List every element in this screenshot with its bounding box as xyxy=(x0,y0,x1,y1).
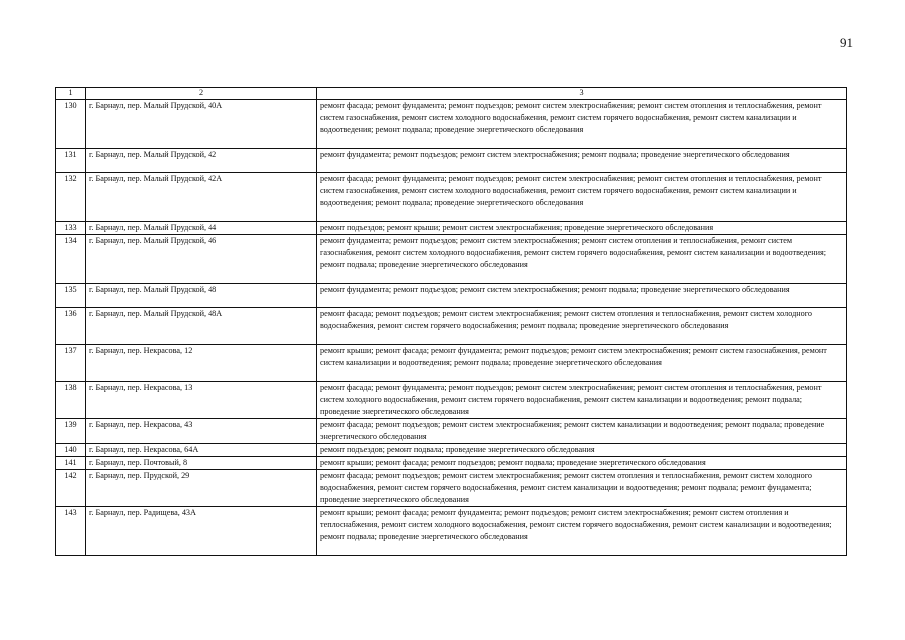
column-header-1: 1 xyxy=(56,88,86,100)
row-address: г. Барнаул, пер. Малый Прудской, 46 xyxy=(86,235,317,284)
row-address: г. Барнаул, пер. Некрасова, 43 xyxy=(86,419,317,444)
table-row xyxy=(56,470,847,507)
row-works: ремонт фасада; ремонт подъездов; ремонт систем электроснабжения; ремонт систем канализации и водоотведения; ремонт подвала; проведение энергетического обследования xyxy=(317,419,847,444)
table-row xyxy=(56,235,847,284)
row-address: г. Барнаул, пер. Малый Прудской, 42 xyxy=(86,149,317,173)
column-header-3: 3 xyxy=(317,88,847,100)
row-works: ремонт подъездов; ремонт подвала; проведение энергетического обследования xyxy=(317,444,847,457)
row-number: 132 xyxy=(56,173,86,222)
repair-table xyxy=(55,87,847,556)
table-row xyxy=(56,308,847,345)
row-address: г. Барнаул, пер. Малый Прудской, 42А xyxy=(86,173,317,222)
row-number: 139 xyxy=(56,419,86,444)
row-works: ремонт крыши; ремонт фасада; ремонт подъездов; ремонт подвала; проведение энергетического обследования xyxy=(317,457,847,470)
row-address: г. Барнаул, пер. Малый Прудской, 48А xyxy=(86,308,317,345)
row-number: 130 xyxy=(56,100,86,149)
row-number: 138 xyxy=(56,382,86,419)
row-works: ремонт фасада; ремонт подъездов; ремонт систем электроснабжения; ремонт систем отопления и теплоснабжения, ремонт систем холодного водоснабжения, ремонт систем горячего водоснабжения, ремонт систем канализации и водоотведения; ремонт подвала; ремонт фундамента; проведение энергетического обследования xyxy=(317,470,847,507)
table-row xyxy=(56,173,847,222)
table-row xyxy=(56,149,847,173)
row-address: г. Барнаул, пер. Прудской, 29 xyxy=(86,470,317,507)
row-address: г. Барнаул, пер. Малый Прудской, 48 xyxy=(86,284,317,308)
row-works: ремонт фасада; ремонт подъездов; ремонт систем электроснабжения; ремонт систем отопления и теплоснабжения, ремонт систем холодного водоснабжения, ремонт систем горячего водоснабжения; ремонт подвала; проведение энергетического обследования xyxy=(317,308,847,345)
table-row xyxy=(56,419,847,444)
table-row xyxy=(56,284,847,308)
row-works: ремонт крыши; ремонт фасада; ремонт фундамента; ремонт подъездов; ремонт систем электроснабжения; ремонт систем отопления и теплоснабжения, ремонт систем холодного водоснабжения, ремонт систем горячего водоснабжения, ремонт систем канализации и водоотведения; ремонт подвала; проведение энергетического обследования xyxy=(317,507,847,556)
row-number: 131 xyxy=(56,149,86,173)
row-number: 133 xyxy=(56,222,86,235)
row-address: г. Барнаул, пер. Некрасова, 64А xyxy=(86,444,317,457)
row-number: 137 xyxy=(56,345,86,382)
table-row xyxy=(56,345,847,382)
table-row xyxy=(56,444,847,457)
row-address: г. Барнаул, пер. Почтовый, 8 xyxy=(86,457,317,470)
table-row xyxy=(56,100,847,149)
row-works: ремонт фасада; ремонт фундамента; ремонт подъездов; ремонт систем электроснабжения; ремонт систем отопления и теплоснабжения, ремонт систем холодного водоснабжения, ремонт систем горячего водоснабжения, ремонт систем канализации и водоотведения; ремонт подвала; проведение энергетического обследования xyxy=(317,382,847,419)
column-header-2: 2 xyxy=(86,88,317,100)
row-address: г. Барнаул, пер. Некрасова, 12 xyxy=(86,345,317,382)
row-number: 142 xyxy=(56,470,86,507)
row-number: 134 xyxy=(56,235,86,284)
row-number: 140 xyxy=(56,444,86,457)
row-works: ремонт фасада; ремонт фундамента; ремонт подъездов; ремонт систем электроснабжения; ремонт систем отопления и теплоснабжения, ремонт систем газоснабжения, ремонт систем холодного водоснабжения, ремонт систем горячего водоснабжения, ремонт систем канализации и водоотведения; ремонт подвала; проведение энергетического обследования xyxy=(317,173,847,222)
row-works: ремонт фундамента; ремонт подъездов; ремонт систем электроснабжения; ремонт подвала; проведение энергетического обследования xyxy=(317,149,847,173)
row-number: 135 xyxy=(56,284,86,308)
row-works: ремонт крыши; ремонт фасада; ремонт фундамента; ремонт подъездов; ремонт систем электроснабжения; ремонт систем газоснабжения, ремонт систем канализации и водоотведения; ремонт подвала; проведение энергетического обследования xyxy=(317,345,847,382)
row-address: г. Барнаул, пер. Некрасова, 13 xyxy=(86,382,317,419)
row-works: ремонт фундамента; ремонт подъездов; ремонт систем электроснабжения; ремонт систем отопления и теплоснабжения, ремонт систем газоснабжения, ремонт систем холодного водоснабжения, ремонт систем горячего водоснабжения, ремонт систем канализации и водоотведения; ремонт подвала; проведение энергетического обследования xyxy=(317,235,847,284)
row-address: г. Барнаул, пер. Малый Прудской, 44 xyxy=(86,222,317,235)
row-number: 141 xyxy=(56,457,86,470)
row-number: 136 xyxy=(56,308,86,345)
row-address: г. Барнаул, пер. Малый Прудской, 40А xyxy=(86,100,317,149)
row-works: ремонт подъездов; ремонт крыши; ремонт систем электроснабжения; проведение энергетического обследования xyxy=(317,222,847,235)
table-row xyxy=(56,457,847,470)
table-row xyxy=(56,382,847,419)
row-works: ремонт фундамента; ремонт подъездов; ремонт систем электроснабжения; ремонт подвала; проведение энергетического обследования xyxy=(317,284,847,308)
row-number: 143 xyxy=(56,507,86,556)
row-address: г. Барнаул, пер. Радищева, 43А xyxy=(86,507,317,556)
page-number: 91 xyxy=(840,35,853,50)
table-header-row xyxy=(56,88,847,100)
table-row xyxy=(56,222,847,235)
row-works: ремонт фасада; ремонт фундамента; ремонт подъездов; ремонт систем электроснабжения; ремонт систем отопления и теплоснабжения, ремонт систем газоснабжения, ремонт систем холодного водоснабжения, ремонт систем горячего водоснабжения, ремонт систем канализации и водоотведения; ремонт подвала; проведение энергетического обследования xyxy=(317,100,847,149)
table-row xyxy=(56,507,847,556)
